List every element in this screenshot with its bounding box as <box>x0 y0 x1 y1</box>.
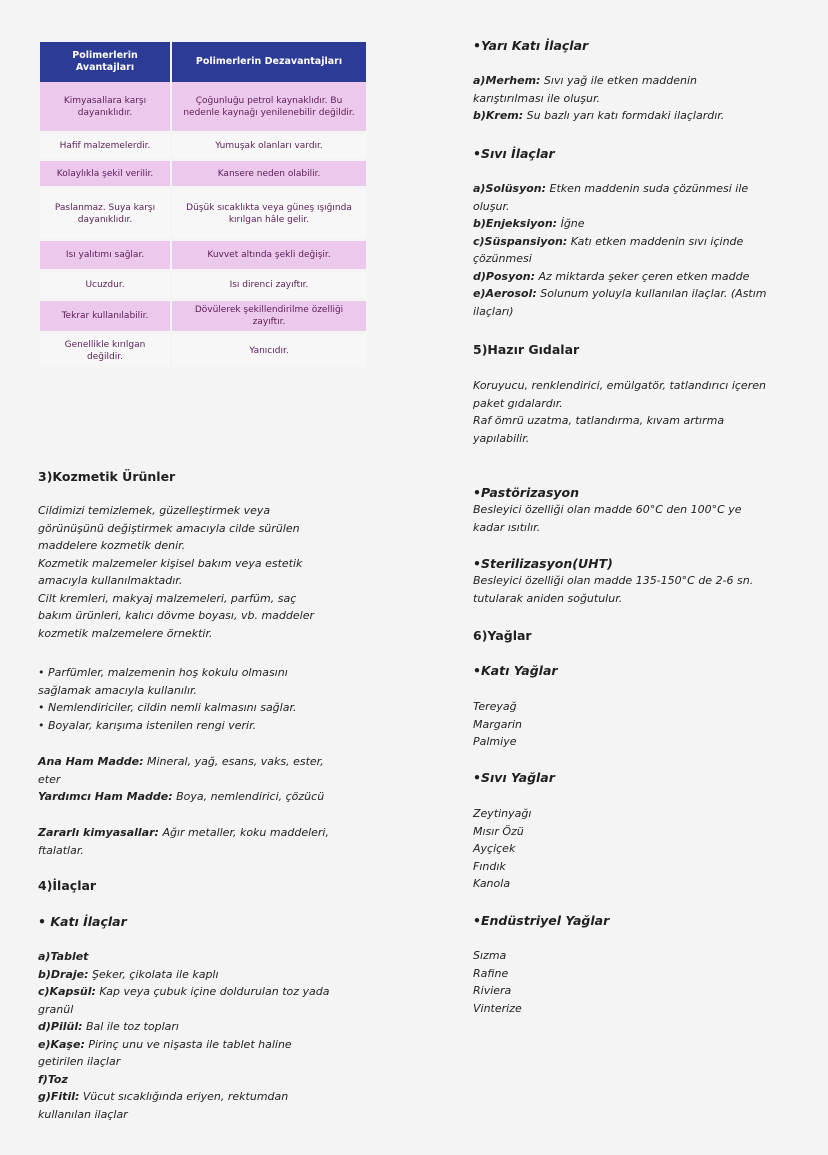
disadvantage-cell: Kuvvet altında şekli değişir. <box>172 241 366 272</box>
yari-kati-title: •Yarı Katı İlaçlar <box>473 38 589 53</box>
yaglar-title: 6)Yağlar <box>473 628 532 643</box>
item-text: Vücut sıcaklığında eriyen, rektumdan <box>79 1090 289 1103</box>
polymer-table <box>40 42 366 370</box>
item-label: b)Enjeksiyon: <box>473 217 558 230</box>
bullet-line: • Parfümler, malzemenin hoş kokulu olmasını <box>38 666 288 679</box>
kozmetik-title: 3)Kozmetik Ürünler <box>38 469 176 484</box>
list-item: Zeytinyağı <box>473 807 532 820</box>
item-text: oluşur. <box>473 199 510 213</box>
list-item <box>38 1018 330 1036</box>
list-item <box>473 180 767 198</box>
endustriyel-yaglar-title: •Endüstriyel Yağlar <box>473 913 610 928</box>
text-line: maddelere kozmetik denir. <box>38 539 186 552</box>
kati-yaglar-title: •Katı Yağlar <box>473 663 558 678</box>
item-label: c)Kapsül: <box>38 985 96 998</box>
yari-kati-list <box>473 72 724 125</box>
endustriyel-yaglar-list <box>473 947 522 1017</box>
kozmetik-bullets <box>38 664 296 734</box>
list-item: Rafine <box>473 966 509 980</box>
text-line: kadar ısıtılır. <box>473 520 541 534</box>
advantage-cell: Hafif malzemelerdir. <box>40 134 172 161</box>
list-item <box>38 948 330 966</box>
list-item <box>473 72 724 90</box>
item-text: granül <box>38 1002 74 1016</box>
kati-yaglar-list <box>473 698 522 751</box>
list-item: Vinterize <box>473 1001 522 1015</box>
item-text: ilaçları) <box>473 304 514 318</box>
item-text: Az miktarda şeker çeren etken madde <box>535 269 750 283</box>
item-label: e)Kaşe: <box>38 1037 85 1051</box>
sterilizasyon-title: •Sterilizasyon(UHT) <box>473 556 613 571</box>
item-text: kullanılan ilaçlar <box>38 1107 128 1121</box>
pastorizasyon-title: •Pastörizasyon <box>473 485 580 500</box>
text-line: Cilt kremleri, makyaj malzemeleri, parfüm, saç <box>38 591 297 605</box>
ana-ham-madde-text: Mineral, yağ, esans, vaks, ester, <box>143 755 324 768</box>
sivi-yaglar-list <box>473 805 531 893</box>
zararli-text: Ağır metaller, koku maddeleri, <box>158 826 329 839</box>
item-label: d)Posyon: <box>473 269 536 283</box>
text-line: yapılabilir. <box>473 431 530 445</box>
item-text: Su bazlı yarı katı formdaki ilaçlardır. <box>523 109 725 122</box>
list-item: Ayçiçek <box>473 842 516 855</box>
list-item: Kanola <box>473 877 511 890</box>
text-line: Raf ömrü uzatma, tatlandırma, kıvam artırma <box>473 414 725 427</box>
item-label: g)Fitil: <box>38 1090 80 1103</box>
list-item <box>473 107 724 125</box>
advantage-cell: Kimyasallara karşı dayanıklıdır. <box>40 82 172 134</box>
list-item <box>473 303 767 321</box>
advantage-cell: Genellikle kırılgan değildir. <box>40 334 172 370</box>
item-label: a)Merhem: <box>473 74 541 87</box>
table-row <box>40 334 366 370</box>
table-row <box>40 82 366 134</box>
text-line: Kozmetik malzemeler kişisel bakım veya estetik <box>38 556 303 570</box>
zararli-label: Zararlı kimyasallar: <box>38 826 159 839</box>
item-text: Pirinç unu ve nişasta ile tablet haline <box>84 1037 292 1051</box>
disadvantage-cell: Kansere neden olabilir. <box>172 161 366 189</box>
text-line: tutularak aniden soğutulur. <box>473 591 623 605</box>
table-row <box>40 272 366 301</box>
ham-madde-block <box>38 753 324 806</box>
item-text: Katı etken maddenin sıvı içinde <box>567 234 744 248</box>
list-item <box>38 1071 330 1089</box>
text-line: bakım ürünleri, kalıcı dövme boyası, vb. maddeler <box>38 609 314 622</box>
list-item <box>38 1088 330 1106</box>
kati-ilaclar-title: • Katı İlaçlar <box>38 914 127 929</box>
advantage-cell: Kolaylıkla şekil verilir. <box>40 161 172 189</box>
text-line: Besleyici özelliği olan madde 135-150°C de 2-6 sn. <box>473 574 754 587</box>
list-item <box>473 233 767 251</box>
table-header-row <box>40 42 366 82</box>
sterilizasyon-text <box>473 572 753 607</box>
list-item: Mısır Özü <box>473 824 524 838</box>
ana-ham-madde-label: Ana Ham Madde: <box>38 755 144 768</box>
text-line: Besleyici özelliği olan madde 60°C den 100°C ye <box>473 503 742 516</box>
list-item <box>473 215 767 233</box>
advantage-cell: Ucuzdur. <box>40 272 172 301</box>
advantage-cell: Paslanmaz. Suya karşı dayanıklıdır. <box>40 189 172 241</box>
ilaclar-title: 4)İlaçlar <box>38 878 97 893</box>
ana-ham-madde-text-2: eter <box>38 772 61 786</box>
table-row <box>40 134 366 161</box>
list-item <box>473 285 767 303</box>
text-line: paket gıdalardır. <box>473 396 563 410</box>
item-text: İğne <box>557 217 585 230</box>
kozmetik-paragraph-1 <box>38 502 314 642</box>
item-text: Solunum yoluyla kullanılan ilaçlar. (Astım <box>536 287 767 300</box>
list-item <box>38 1036 330 1054</box>
item-text: getirilen ilaçlar <box>38 1055 121 1068</box>
text-line: kozmetik malzemelere örnektir. <box>38 626 213 640</box>
item-label: e)Aerosol: <box>473 287 537 300</box>
disadvantage-cell: Isı direnci zayıftır. <box>172 272 366 301</box>
table-row <box>40 241 366 272</box>
sivi-ilaclar-list <box>473 180 767 320</box>
item-text: çözünmesi <box>473 252 532 265</box>
list-item: Riviera <box>473 984 512 997</box>
disadvantage-cell: Düşük sıcaklıkta veya güneş ışığında kırılgan hâle gelir. <box>172 189 366 241</box>
disadvantage-cell: Yanıcıdır. <box>172 334 366 370</box>
hazir-gidalar-title: 5)Hazır Gıdalar <box>473 342 580 357</box>
zararli-block <box>38 824 329 859</box>
item-label: c)Süspansiyon: <box>473 234 568 248</box>
table-row <box>40 161 366 189</box>
item-text: Bal ile toz topları <box>82 1020 179 1033</box>
list-item: Fındık <box>473 859 506 873</box>
text-line: amacıyla kullanılmaktadır. <box>38 574 183 587</box>
list-item: Margarin <box>473 717 523 731</box>
bullet-line: • Nemlendiriciler, cildin nemli kalmasını sağlar. <box>38 701 297 714</box>
advantage-cell: Tekrar kullanılabilir. <box>40 301 172 334</box>
item-label: a)Solüsyon: <box>473 182 547 195</box>
list-item: Palmiye <box>473 735 517 748</box>
list-item <box>38 966 330 984</box>
item-text: Sıvı yağ ile etken maddenin <box>540 74 698 87</box>
list-item <box>473 268 767 286</box>
list-item <box>38 983 330 1001</box>
list-item <box>473 198 767 216</box>
disadvantage-cell: Dövülerek şekillendirilme özelliği zayıftır. <box>172 301 366 334</box>
disadvantage-cell: Yumuşak olanları vardır. <box>172 134 366 161</box>
sivi-ilaclar-title: •Sıvı İlaçlar <box>473 146 555 161</box>
yardimci-ham-madde-label: Yardımcı Ham Madde: <box>38 790 173 803</box>
bullet-line: • Boyalar, karışıma istenilen rengi verir. <box>38 718 257 732</box>
text-line: Cildimizi temizlemek, güzelleştirmek veya <box>38 504 271 517</box>
item-text: Şeker, çikolata ile kaplı <box>88 967 219 981</box>
list-item <box>38 1053 330 1071</box>
header-advantages: Polimerlerin Avantajları <box>40 42 172 82</box>
sivi-yaglar-title: •Sıvı Yağlar <box>473 770 555 785</box>
table-row <box>40 189 366 241</box>
yardimci-ham-madde-text: Boya, nemlendirici, çözücü <box>172 790 325 803</box>
header-disadvantages: Polimerlerin Dezavantajları <box>172 42 366 82</box>
list-item <box>38 1106 330 1124</box>
kati-ilaclar-list <box>38 948 330 1123</box>
bullet-line: sağlamak amacıyla kullanılır. <box>38 683 198 697</box>
item-label: f)Toz <box>38 1072 68 1086</box>
item-text: karıştırılması ile oluşur. <box>473 91 601 105</box>
list-item <box>473 90 724 108</box>
disadvantage-cell: Çoğunluğu petrol kaynaklıdır. Bu nedenle kaynağı yenilenebilir değildir. <box>172 82 366 134</box>
list-item <box>473 250 767 268</box>
item-label: b)Draje: <box>38 967 89 981</box>
advantage-cell: Isı yalıtımı sağlar. <box>40 241 172 272</box>
item-text: Kap veya çubuk içine doldurulan toz yada <box>95 985 330 998</box>
list-item <box>38 1001 330 1019</box>
table-row <box>40 301 366 334</box>
text-line: görünüşünü değiştirmek amacıyla cilde sürülen <box>38 521 300 535</box>
item-label: d)Pilül: <box>38 1020 83 1033</box>
text-line: Koruyucu, renklendirici, emülgatör, tatlandırıcı içeren <box>473 379 766 392</box>
list-item: Tereyağ <box>473 700 517 713</box>
zararli-text-2: ftalatlar. <box>38 843 84 857</box>
list-item: Sızma <box>473 949 507 962</box>
item-label: b)Krem: <box>473 109 524 122</box>
hazir-gidalar-text <box>473 377 766 447</box>
pastorizasyon-text <box>473 501 742 536</box>
item-text: Etken maddenin suda çözünmesi ile <box>546 182 749 195</box>
item-label: a)Tablet <box>38 950 89 963</box>
